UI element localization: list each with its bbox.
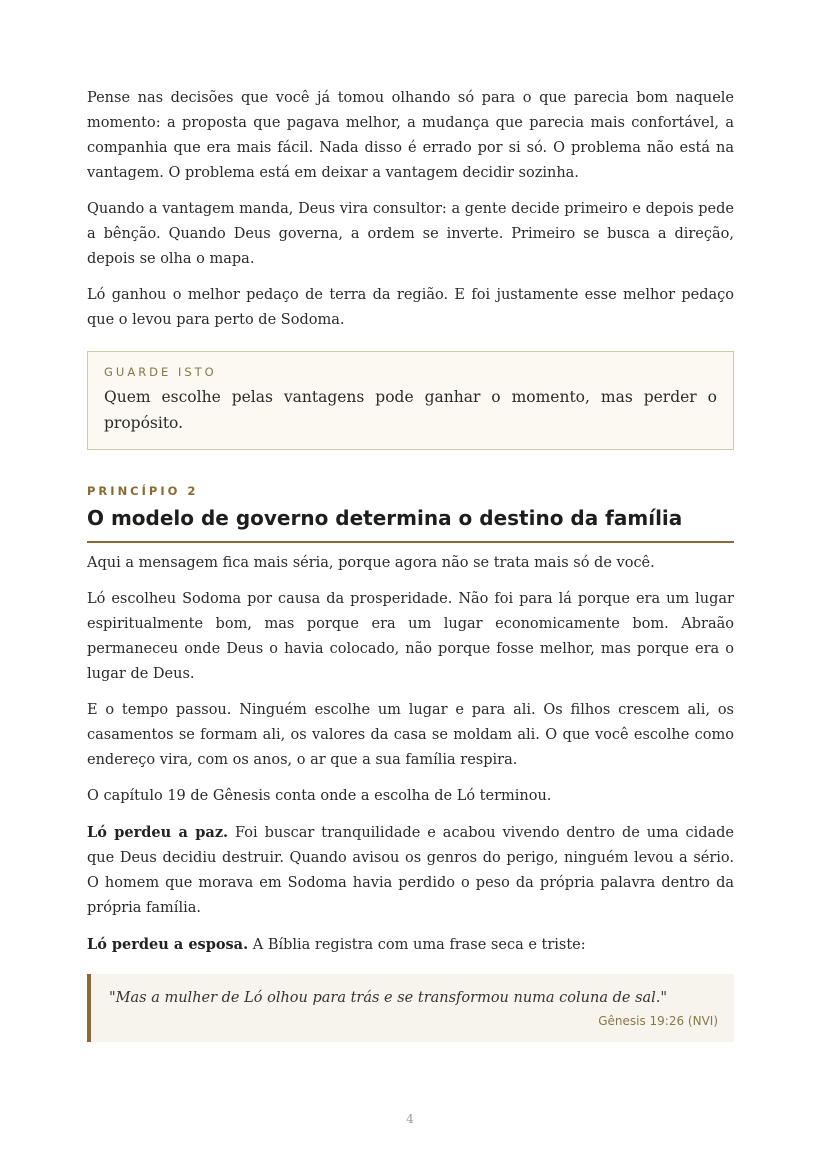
- paragraph: Pense nas decisões que você já tomou olhando só para o que parecia bom naquele momento: a proposta que pagava melhor, a mudança que parecia mais confortável, a companhia que era mais fácil. Nada disso é errado por si só. O problema não está na vantagem. O problema está em deixar a vantagem decidir sozinha.: [87, 90, 734, 181]
- paragraph: Aqui a mensagem fica mais séria, porque agora não se trata mais só de você.: [87, 555, 655, 571]
- paragraph: Ló escolheu Sodoma por causa da prosperidade. Não foi para lá porque era um lugar espiritualmente bom, mas porque era um lugar economicamente bom. Abraão permaneceu onde Deus o havia colocado, não porque fosse melhor, mas porque era o lugar de Deus.: [87, 591, 734, 682]
- paragraph: E o tempo passou. Ninguém escolhe um lugar e para ali. Os filhos crescem ali, os casamentos se formam ali, os valores da casa se moldam ali. O que você escolhe como endereço vira, com os anos, o ar que a sua família respira.: [87, 702, 734, 768]
- paragraph-loss-peace: [87, 820, 734, 921]
- paragraph: O capítulo 19 de Gênesis conta onde a escolha de Ló terminou.: [87, 788, 552, 804]
- bold-lead: Ló perdeu a paz.: [87, 824, 229, 841]
- page-number: 4: [406, 1112, 414, 1126]
- callout-text: Quem escolhe pelas vantagens pode ganhar o momento, mas perder o propósito.: [104, 388, 717, 432]
- quote-text: "Mas a mulher de Ló olhou para trás e se transformou numa coluna de sal.": [109, 990, 668, 1006]
- section-eyebrow: PRINCÍPIO 2: [87, 484, 199, 498]
- quote-reference: Gênesis 19:26 (NVI): [598, 1014, 718, 1028]
- callout-box: [87, 351, 734, 450]
- section-title: O modelo de governo determina o destino da família: [87, 506, 734, 543]
- callout-label: GUARDE ISTO: [104, 365, 217, 379]
- paragraph: Quando a vantagem manda, Deus vira consultor: a gente decide primeiro e depois pede a bênção. Quando Deus governa, a ordem se inverte. Primeiro se busca a direção, depois se olha o mapa.: [87, 201, 734, 267]
- paragraph-loss-wife: [87, 932, 734, 958]
- paragraph-text: A Bíblia registra com uma frase seca e triste:: [248, 937, 586, 953]
- paragraph: Ló ganhou o melhor pedaço de terra da região. E foi justamente esse melhor pedaço que o levou para perto de Sodoma.: [87, 287, 734, 328]
- document-page: [87, 86, 734, 1042]
- bold-lead: Ló perdeu a esposa.: [87, 936, 249, 953]
- paragraph-text: Foi buscar tranquilidade e acabou vivendo dentro de uma cidade que Deus decidiu destruir. Quando avisou os genros do perigo, ninguém levou a sério. O homem que morava em Sodoma havia perdido o peso da própria palavra dentro da própria família.: [87, 825, 734, 916]
- scripture-quote: [87, 974, 734, 1042]
